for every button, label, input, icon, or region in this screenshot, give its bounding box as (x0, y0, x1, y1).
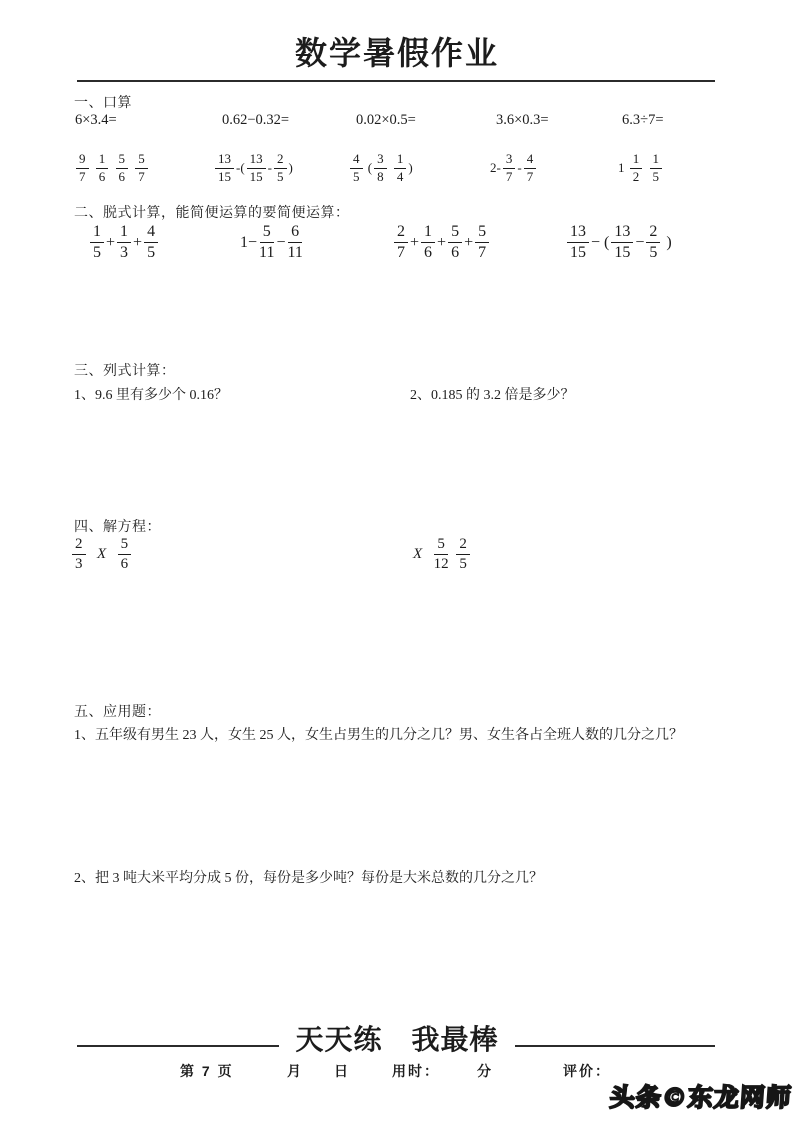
fraction: $\frac{2}{5}$ (274, 152, 287, 185)
fraction: $\frac{9}{7}$ (76, 152, 89, 185)
section-3-label: 三、列式计算： (74, 364, 176, 379)
operator (424, 546, 432, 563)
operator: + (133, 233, 143, 251)
fraction: $\frac{5}{12}$ (433, 536, 449, 573)
footer-slogan: 天天练 我最棒 (279, 1024, 514, 1056)
operator: 2- (490, 160, 501, 176)
operator (389, 160, 392, 176)
oral-fraction-problem-1 (74, 152, 150, 185)
fraction: $\frac{1}{5}$ (90, 223, 104, 263)
oral-problem-5: 6.3÷7= (622, 112, 664, 128)
operator (644, 160, 647, 176)
footer-page-number: 第 7 页 (180, 1063, 234, 1079)
fraction: $\frac{5}{6}$ (116, 152, 129, 185)
fraction: $\frac{13}{15}$ (247, 152, 266, 185)
fraction: $\frac{13}{15}$ (215, 152, 234, 185)
variable: X (97, 546, 107, 563)
section-4-label: 四、解方程： (74, 520, 161, 535)
fraction: $\frac{13}{15}$ (567, 223, 589, 263)
operator: − (635, 233, 645, 251)
footer-slogan-row (0, 1024, 794, 1056)
operator: - (517, 160, 522, 176)
fraction: $\frac{5}{6}$ (448, 223, 462, 263)
step-problem-2 (240, 223, 305, 263)
fraction: $\frac{4}{7}$ (524, 152, 537, 185)
fraction: $\frac{5}{7}$ (475, 223, 489, 263)
operator: + (410, 233, 420, 251)
operator: 1− (240, 233, 258, 251)
fraction: $\frac{13}{15}$ (611, 223, 633, 263)
expression-problem-1: 1、9.6 里有多少个 0.16？ (74, 388, 228, 403)
operator (108, 546, 116, 563)
footer-month-label: 月 (287, 1063, 303, 1079)
fraction: $\frac{5}{6}$ (118, 536, 132, 574)
fraction: $\frac{1}{6}$ (421, 223, 435, 263)
oral-problem-4: 3.6×0.3= (496, 112, 549, 128)
operator: - (267, 160, 273, 176)
footer-rating-label: 评价： (563, 1063, 611, 1079)
word-problem-2: 2、把 3 吨大米平均分成 5 份，每份是多少吨？每份是大米总数的几分之几？ (74, 871, 543, 886)
operator: ) (662, 233, 672, 251)
fraction: $\frac{2}{3}$ (72, 536, 86, 574)
operator (130, 160, 133, 176)
section-5-label: 五、应用题： (74, 705, 161, 720)
oral-problem-2: 0.62−0.32= (222, 112, 290, 128)
footer-time-label: 用时： (392, 1063, 440, 1079)
operator (91, 160, 94, 176)
step-problem-1 (88, 223, 160, 263)
operator: ) (288, 160, 293, 176)
fraction: $\frac{1}{4}$ (394, 152, 407, 185)
step-problem-4 (565, 223, 672, 263)
operator: + (437, 233, 447, 251)
page-title: 数学暑假作业 (294, 35, 499, 71)
operator: ) (408, 160, 413, 176)
fraction: $\frac{4}{5}$ (144, 223, 158, 263)
fraction: $\frac{4}{5}$ (350, 152, 363, 185)
operator: + (106, 233, 116, 251)
header-rule (77, 80, 715, 82)
oral-fraction-problem-5 (618, 152, 664, 185)
section-2-label: 二、脱式计算，能简便运算的要简便运算： (74, 206, 350, 221)
oral-problem-1: 6×3.4= (75, 112, 117, 128)
fraction: $\frac{2}{5}$ (646, 223, 660, 263)
fraction: $\frac{2}{7}$ (394, 223, 408, 263)
fraction: $\frac{1}{2}$ (630, 152, 643, 185)
footer-day-label: 日 (334, 1063, 350, 1079)
operator: -( (236, 160, 245, 176)
watermark: 头条©东龙网师 (608, 1083, 793, 1112)
fraction: $\frac{5}{7}$ (135, 152, 148, 185)
fraction: $\frac{1}{6}$ (96, 152, 109, 185)
operator: 1 (618, 160, 628, 176)
word-problem-1: 1、五年级有男生 23 人，女生 25 人，女生占男生的几分之几？男、女生各占全班人数的几分之几？ (74, 728, 683, 743)
fraction: $\frac{2}{5}$ (456, 536, 470, 574)
oral-fraction-problem-4 (490, 152, 538, 185)
oral-fraction-problem-3 (348, 152, 413, 185)
section-1-label: 一、口算 (74, 96, 132, 111)
fraction: $\frac{1}{5}$ (650, 152, 663, 185)
expression-problem-2: 2、0.185 的 3.2 倍是多少？ (410, 388, 575, 403)
footer-minutes-label: 分 (477, 1063, 493, 1079)
operator: + (464, 233, 474, 251)
operator (110, 160, 113, 176)
operator: ( (364, 160, 373, 176)
operator (451, 546, 455, 563)
fraction: $\frac{5}{11}$ (259, 223, 275, 262)
variable: X (413, 546, 423, 563)
operator: − ( (591, 233, 610, 251)
fraction: $\frac{3}{8}$ (374, 152, 387, 185)
oral-problem-3: 0.02×0.5= (356, 112, 416, 128)
equation-1 (70, 536, 133, 574)
equation-2 (411, 536, 472, 574)
operator (88, 546, 96, 563)
fraction: $\frac{6}{11}$ (287, 223, 303, 262)
step-problem-3 (392, 223, 491, 263)
oral-fraction-problem-2 (213, 152, 293, 185)
fraction: $\frac{1}{3}$ (117, 223, 131, 263)
fraction: $\frac{3}{7}$ (503, 152, 516, 185)
operator: − (276, 233, 286, 251)
